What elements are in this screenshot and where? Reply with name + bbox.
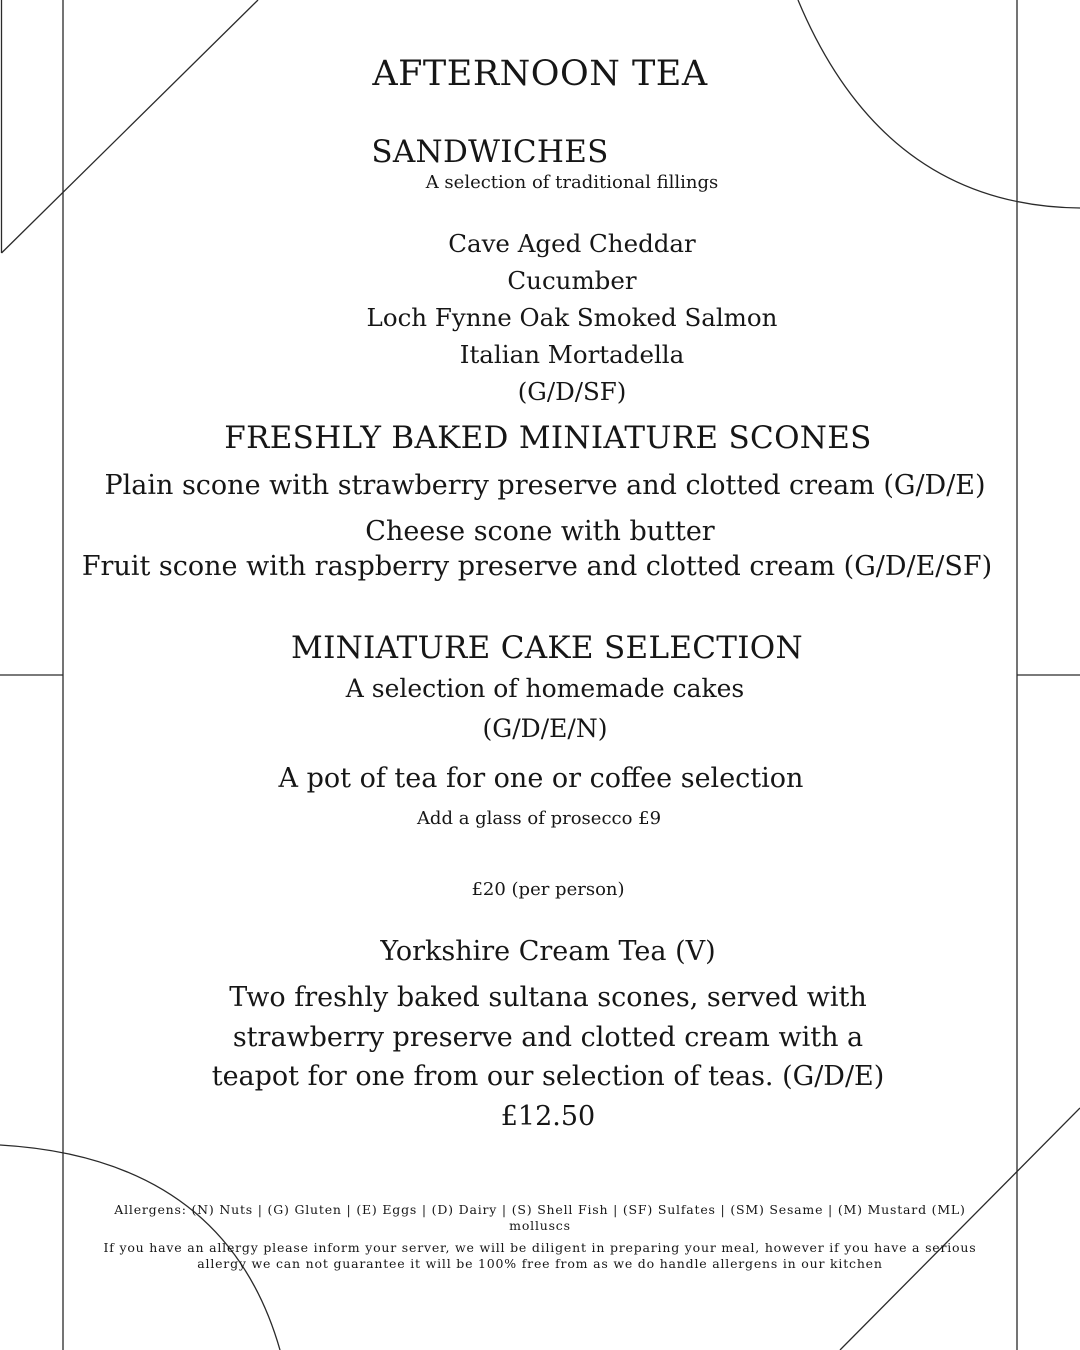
sandwich-item: Cave Aged Cheddar bbox=[448, 229, 696, 258]
cakes-description: A selection of homemade cakes bbox=[345, 674, 745, 703]
cream-tea-description-line: teapot for one from our selection of teas. (G/D/E) bbox=[211, 1061, 885, 1092]
afternoon-tea-price: £20 (per person) bbox=[471, 879, 625, 900]
scone-item: Cheese scone with butter bbox=[365, 516, 715, 547]
sandwiches-description: A selection of traditional fillings bbox=[425, 172, 719, 193]
sandwiches-allergens: (G/D/SF) bbox=[517, 377, 627, 406]
sandwich-item: Italian Mortadella bbox=[459, 340, 685, 369]
sandwich-item: Loch Fynne Oak Smoked Salmon bbox=[366, 303, 778, 332]
cakes-allergens: (G/D/E/N) bbox=[482, 714, 608, 743]
sandwich-item: Cucumber bbox=[507, 266, 637, 295]
scone-item: Fruit scone with raspberry preserve and clotted cream (G/D/E/SF) bbox=[81, 551, 993, 582]
scone-item: Plain scone with strawberry preserve and clotted cream (G/D/E) bbox=[104, 470, 986, 501]
cream-tea-description-line: Two freshly baked sultana scones, served with bbox=[229, 982, 867, 1013]
scones-heading: FRESHLY BAKED MINIATURE SCONES bbox=[224, 420, 872, 456]
cakes-heading: MINIATURE CAKE SELECTION bbox=[291, 630, 803, 666]
cream-tea-description-line: strawberry preserve and clotted cream with a bbox=[232, 1022, 864, 1053]
allergen-key: Allergens: (N) Nuts | (G) Gluten | (E) Eggs | (D) Dairy | (S) Shell Fish | (SF) Sulfates | (SM) Sesame | (M) Mustard (ML) molluscs bbox=[114, 1202, 966, 1234]
allergy-notice: If you have an allergy please inform your server, we will be diligent in preparing your meal, however if you have a serious allergy we can not guarantee it will be 100% free from as we do handle allergens in our kitchen bbox=[103, 1240, 977, 1272]
prosecco-addon: Add a glass of prosecco £9 bbox=[416, 808, 662, 829]
page-title: AFTERNOON TEA bbox=[372, 54, 708, 94]
cream-tea-price: £12.50 bbox=[500, 1101, 596, 1132]
top-left-diagonal bbox=[2, 0, 259, 253]
sandwiches-heading: SANDWICHES bbox=[371, 134, 609, 170]
tea-coffee-line: A pot of tea for one or coffee selection bbox=[278, 763, 804, 794]
cream-tea-heading: Yorkshire Cream Tea (V) bbox=[380, 936, 716, 967]
